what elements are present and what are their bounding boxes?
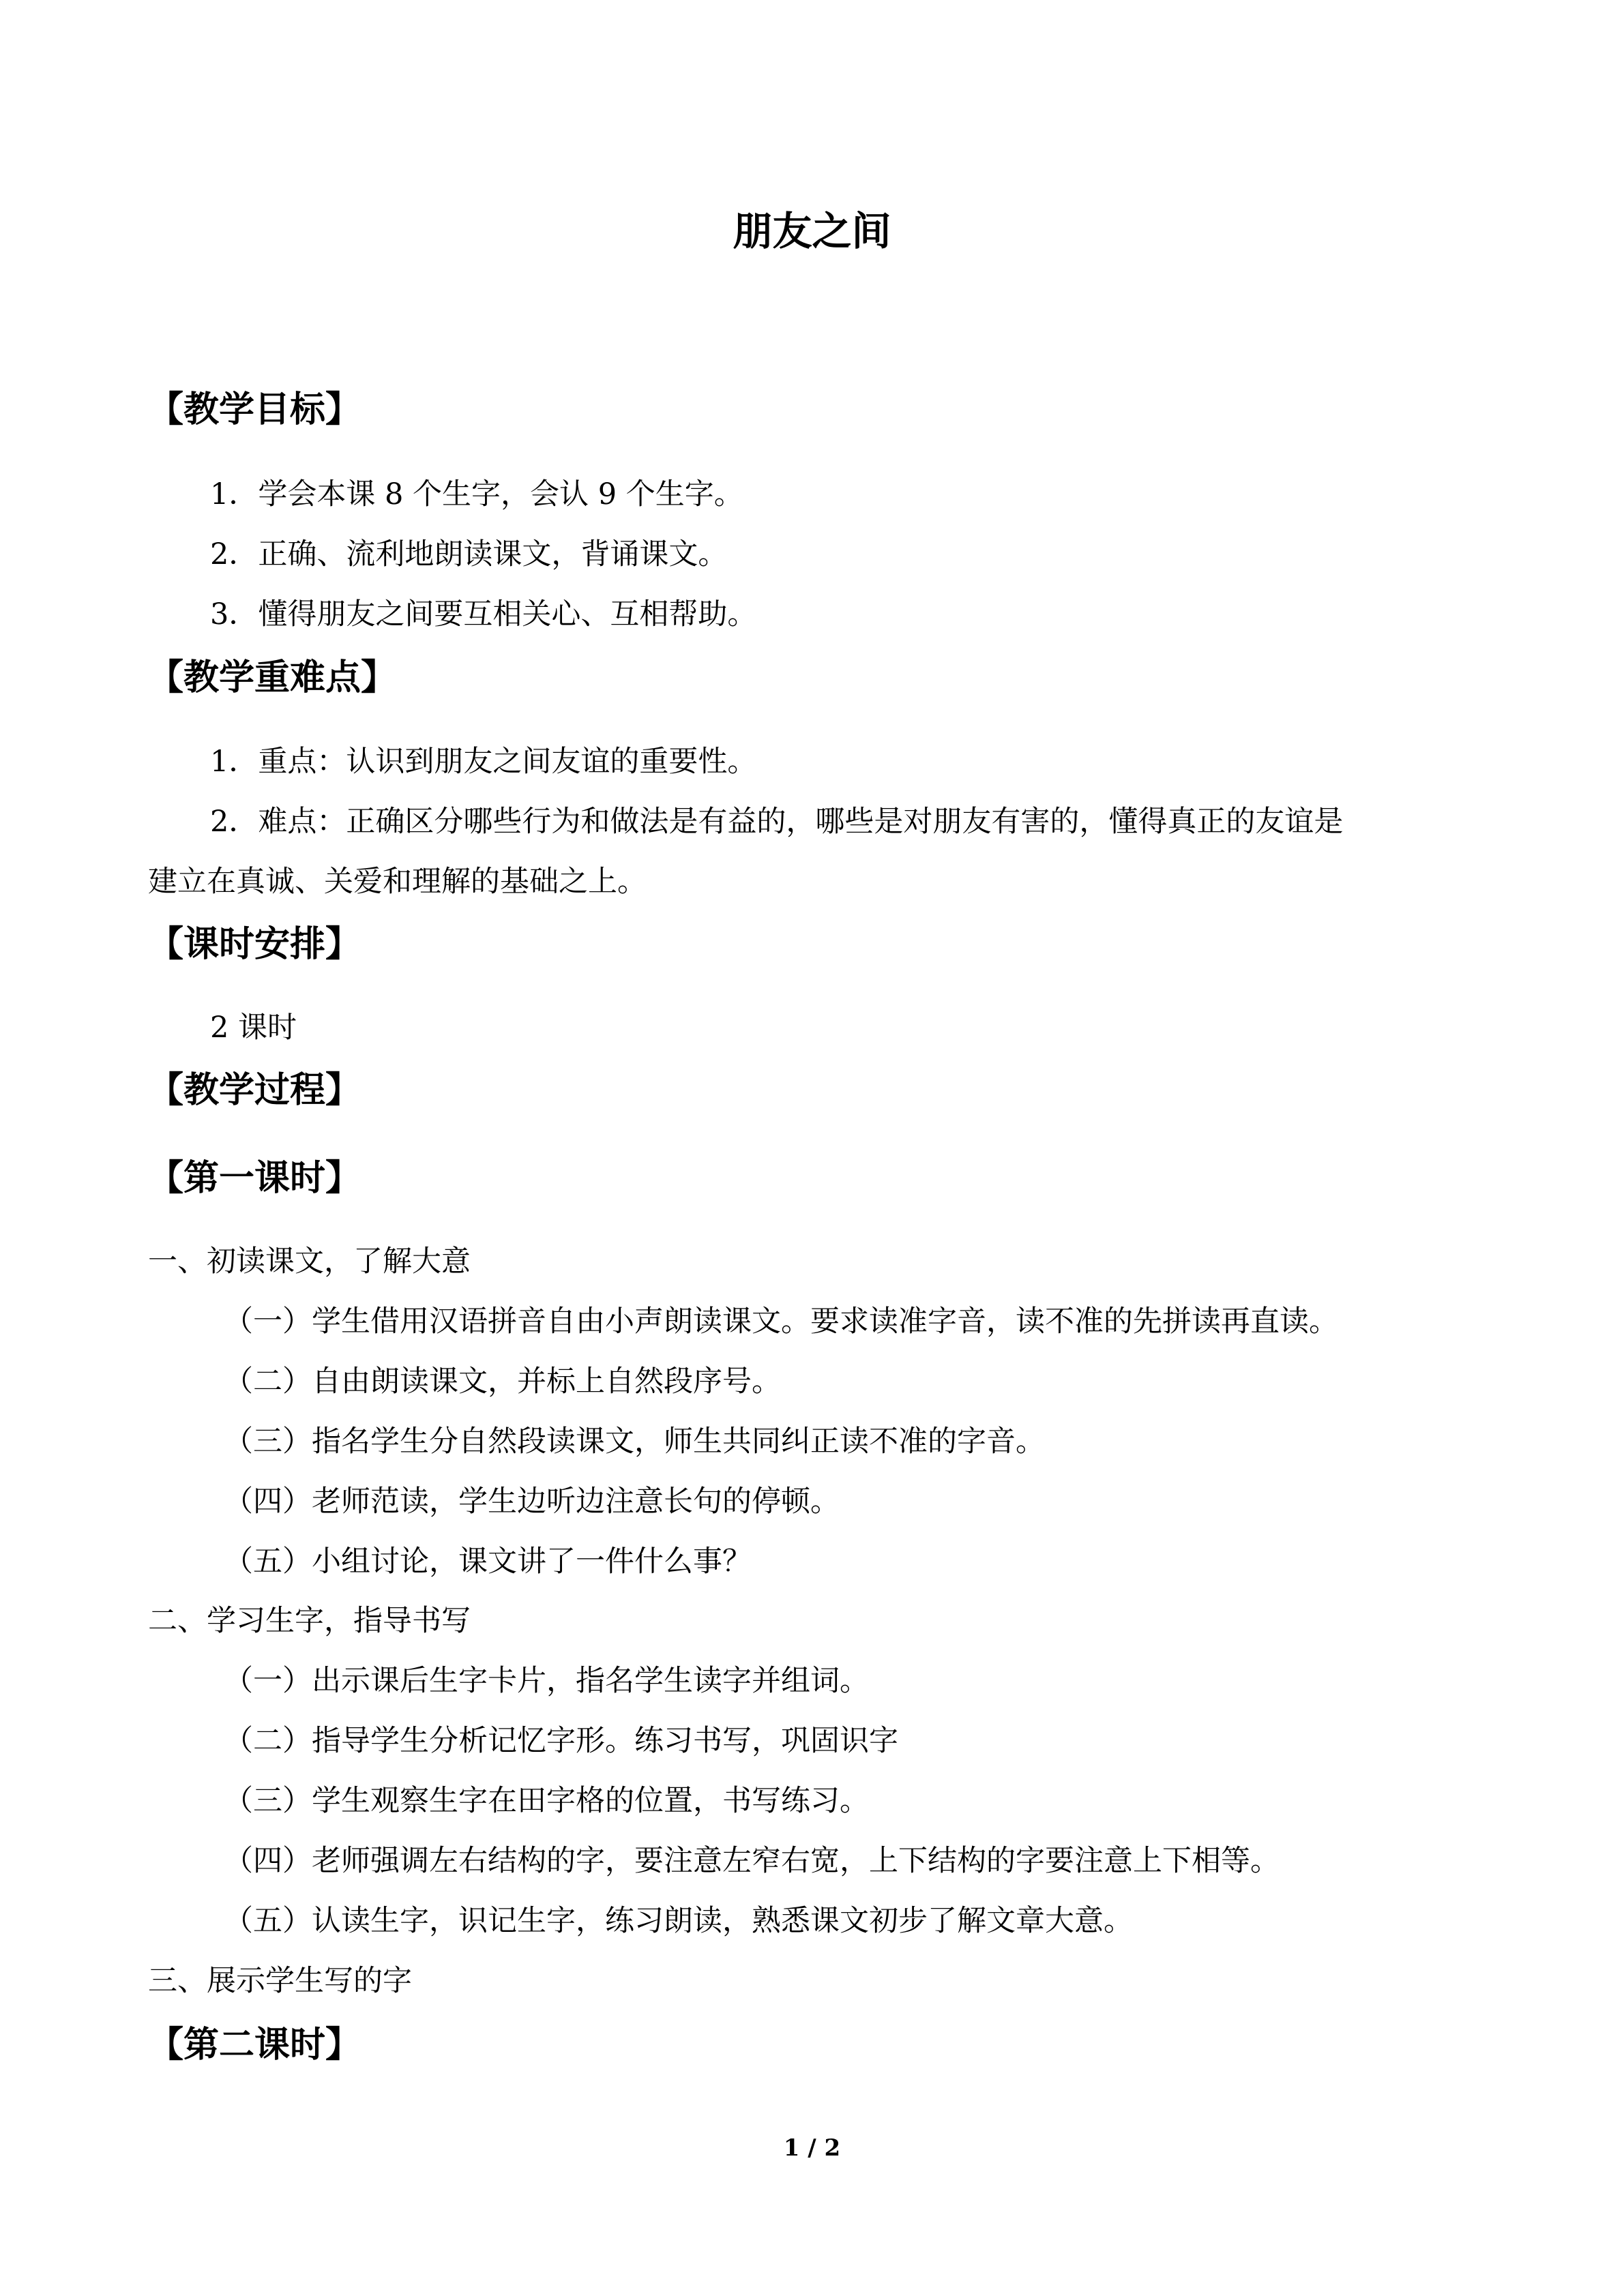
page-title: 朋友之间 <box>733 208 891 254</box>
lesson1-section-2-title: 二、学习生字，指导书写 <box>148 1604 471 1638</box>
schedule-text: 2 课时 <box>210 1011 297 1045</box>
lesson1-section-1-title: 一、初读课文，了解大意 <box>148 1244 471 1279</box>
lesson1-heading: 【第一课时】 <box>148 1157 361 1199</box>
key-point-item-1: 1．重点：认识到朋友之间友谊的重要性。 <box>210 745 757 779</box>
objective-item-1: 1．学会本课 8 个生字，会认 9 个生字。 <box>210 477 743 511</box>
key-point-item-2: 2．难点：正确区分哪些行为和做法是有益的，哪些是对朋友有害的，懂得真正的友谊是 <box>210 805 1344 839</box>
lesson1-section-1-item-2: （二）自由朗读课文，并标上自然段序号。 <box>224 1365 781 1399</box>
page-number: 1 / 2 <box>783 2134 841 2162</box>
lesson1-section-1-item-1: （一）学生借用汉语拼音自由小声朗读课文。要求读准字音，读不准的先拼读再直读。 <box>224 1304 1338 1339</box>
objective-item-3: 3．懂得朋友之间要互相关心、互相帮助。 <box>210 597 757 631</box>
process-heading: 【教学过程】 <box>148 1069 361 1111</box>
lesson1-section-1-item-3: （三）指名学生分自然段读课文，师生共同纠正读不准的字音。 <box>224 1425 1045 1459</box>
lesson1-section-2-item-5: （五）认读生字，识记生字，练习朗读，熟悉课文初步了解文章大意。 <box>224 1904 1133 1938</box>
objective-item-2: 2．正确、流利地朗读课文，背诵课文。 <box>210 537 728 571</box>
objectives-heading: 【教学目标】 <box>148 389 361 430</box>
lesson2-heading: 【第二课时】 <box>148 2024 361 2066</box>
lesson1-section-2-item-3: （三）学生观察生字在田字格的位置，书写练习。 <box>224 1784 869 1818</box>
lesson1-section-1-item-5: （五）小组讨论，课文讲了一件什么事？ <box>224 1545 752 1579</box>
lesson1-section-2-item-2: （二）指导学生分析记忆字形。练习书写，巩固识字 <box>224 1724 898 1758</box>
lesson1-section-1-item-4: （四）老师范读，学生边听边注意长句的停顿。 <box>224 1485 840 1519</box>
key-point-item-2-continuation: 建立在真诚、关爱和理解的基础之上。 <box>148 865 647 899</box>
key-points-heading: 【教学重难点】 <box>148 657 397 698</box>
lesson1-section-2-item-4: （四）老师强调左右结构的字，要注意左窄右宽，上下结构的字要注意上下相等。 <box>224 1844 1280 1878</box>
schedule-heading: 【课时安排】 <box>148 923 361 965</box>
lesson1-section-3-title: 三、展示学生写的字 <box>148 1964 412 1998</box>
lesson1-section-2-item-1: （一）出示课后生字卡片，指名学生读字并组词。 <box>224 1664 869 1698</box>
